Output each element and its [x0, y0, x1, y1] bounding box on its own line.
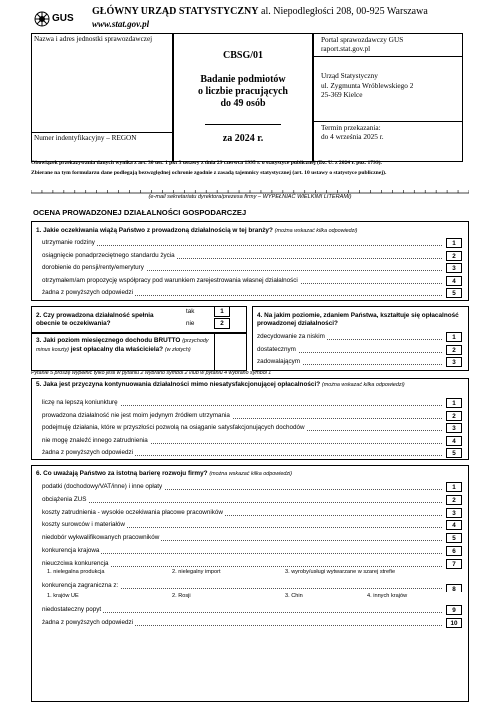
q6-option-checkbox[interactable]: 1: [446, 482, 462, 492]
q2-yes-label: tak: [186, 308, 195, 315]
q4-option-row: [257, 356, 462, 368]
name-field[interactable]: [32, 45, 172, 130]
form-year: za 2024 r.: [222, 133, 264, 144]
logo-text: GUS: [52, 13, 74, 24]
q6-sub7-item[interactable]: 2. nielegalny import: [172, 569, 221, 575]
q6-foreign-checkbox[interactable]: 8: [446, 584, 462, 592]
deadline-value: do 4 września 2025 r.: [321, 132, 384, 141]
q5-question: 5. Jaka jest przyczyna kontynuowania działalności mimo niesatysfakcjonującej opłacalności?: [36, 381, 321, 388]
q2-no-label: nie: [186, 320, 195, 327]
q6-option-b-row: [42, 604, 462, 616]
org-header: [92, 6, 428, 17]
title-rule: [205, 124, 281, 125]
leader-dots: [42, 237, 442, 246]
website: www.stat.gov.pl: [92, 19, 150, 29]
name-label: Nazwa i adres jednostki sprawozdawczej: [34, 35, 153, 43]
q6-option-row: [42, 481, 462, 493]
right-divider-2: [313, 121, 463, 122]
q6-option-b-row: [42, 617, 462, 629]
deadline: [321, 123, 384, 141]
title-line-1: Badanie podmiotów: [200, 74, 286, 85]
q3-income-input[interactable]: [214, 333, 247, 371]
q6-option-checkbox[interactable]: 7: [446, 559, 462, 569]
q1-option-checkbox[interactable]: 1: [446, 238, 462, 248]
q5-title: [36, 381, 461, 390]
q3-title: [36, 337, 216, 354]
q5-option-label: podejmuję działania, które w przyszłości pozwolą na osiąganie satysfakcjonujących dochodów: [42, 424, 305, 431]
q4-option-row: [257, 344, 462, 356]
office-line-3: 25-369 Kielce: [321, 90, 363, 99]
title-line-3: do 49 osób: [220, 98, 266, 109]
q5-option-row: [42, 435, 462, 447]
q6-sub7-item[interactable]: 1. nielegalna produkcja: [47, 569, 105, 575]
q1-option-row: [42, 262, 462, 274]
email-char-cells: [31, 185, 469, 194]
q6-option-label: koszty zatrudnienia - wysokie oczekiwania płacowe pracowników: [42, 508, 223, 516]
office-line-1: Urząd Statystyczny: [321, 71, 378, 80]
q3-question-rest: jest opłacalny dla właściciela?: [70, 345, 164, 353]
q1-option-row: [42, 275, 462, 287]
q6-option-row: [42, 507, 462, 519]
deadline-label: Termin przekazania:: [321, 123, 381, 132]
legal-basis: Obowiązek przekazywania danych wynika z art. 30 ust. 1 pkt 3 ustawy z dnia 29 czerwca 1995 r. o statystyce publicznej (Dz. U. z 2024 r. poz. 1799).: [31, 160, 382, 166]
q6-option-row: [42, 545, 462, 557]
q6-option-row: [42, 558, 462, 570]
q6-option-label: obciążenia ZUS: [42, 495, 87, 503]
q4-option-checkbox[interactable]: 1: [446, 332, 462, 342]
q6-option-label: nieuczciwa konkurencja: [42, 559, 109, 567]
q6-option-checkbox[interactable]: 6: [446, 546, 462, 556]
q5-option-checkbox[interactable]: 1: [446, 398, 462, 408]
q5-option-label: nie mogę znaleźć innego zatrudnienia: [42, 436, 148, 444]
q4-option-checkbox[interactable]: 2: [446, 345, 462, 355]
q1-note: (można wskazać kilka odpowiedzi): [274, 228, 358, 234]
q1-option-checkbox[interactable]: 5: [446, 288, 462, 298]
q4-option-label: dostatecznym: [257, 345, 296, 353]
q6-option-b-checkbox[interactable]: 10: [446, 618, 462, 628]
leader-dots: [42, 545, 442, 554]
q6-option-label: podatki (dochodowy/VAT/inne) i inne opłaty: [42, 483, 163, 490]
title-line-2: o liczbie pracujących: [198, 86, 288, 97]
email-field[interactable]: [31, 181, 469, 190]
org-name: GŁÓWNY URZĄD STATYSTYCZNY: [92, 6, 259, 17]
regon-label: Numer indentyfikacyjny – REGON: [34, 134, 137, 142]
q6-foreign-row: [42, 580, 462, 592]
q6-option-b-checkbox[interactable]: 9: [446, 605, 462, 615]
q1-title: [36, 227, 357, 236]
office-address: [321, 71, 413, 100]
q6-option-row: [42, 532, 462, 544]
q5-option-row: [42, 410, 462, 422]
q1-option-checkbox[interactable]: 2: [446, 251, 462, 261]
q3-note: (przychody minus koszty): [36, 338, 209, 353]
confidentiality-note: Zbierane na tym formularzu dane podlegają bezwzględnej ochronie zgodnie z zasadą tajemnicy statystycznej (art. 10 ustawy o statystyce publicznej).: [31, 170, 387, 176]
section-title: OCENA PROWADZONEJ DZIAŁALNOŚCI GOSPODARCZEJ: [33, 208, 247, 217]
q6-option-b-label: niedostateczny popyt: [42, 606, 102, 613]
q4-option-label: zadowalającym: [257, 358, 301, 365]
q6-sub7-item[interactable]: 3. wyroby/usługi wytwarzane w szarej strefie: [285, 569, 396, 575]
q1-question: 1. Jakie oczekiwania wiążą Państwo z prowadzoną działalnością w tej branży?: [36, 227, 273, 234]
right-divider-1: [313, 56, 463, 57]
regon-field[interactable]: [32, 144, 172, 161]
q5-option-label: prowadzona działalność nie jest moim jedynym źródłem utrzymania: [42, 411, 230, 419]
q5-option-row: [42, 422, 462, 434]
q6-sub8-item[interactable]: 4. innych krajów: [367, 593, 408, 599]
q1-option-checkbox[interactable]: 4: [446, 276, 462, 286]
q2-yes-option[interactable]: 1: [214, 306, 230, 317]
q5-option-checkbox[interactable]: 2: [446, 411, 462, 421]
q6-title: [36, 470, 292, 479]
q5-option-label: żadna z powyższych odpowiedzi: [42, 449, 134, 456]
email-caption: (e-mail sekretariatu dyrektora/prezesa firmy – WYPEŁNIAĆ WIELKIMI LITERAMI): [148, 194, 352, 200]
portal-line-2: raport.stat.gov.pl: [321, 44, 371, 53]
skip-note: Pytanie 5 proszę wypełnić tylko jeśli w pytaniu 2 wybrano symbol 2 i/lub w pytaniu 4 wybrano symbol 1: [31, 370, 272, 376]
q6-sub8-item[interactable]: 1. krajów UE: [47, 593, 79, 599]
q4-title: 4. Na jakim poziomie, zdaniem Państwa, kształtuje się opłacalność prowadzonej działalności?: [257, 312, 459, 327]
q6-option-checkbox[interactable]: 5: [446, 533, 462, 543]
q6-sub8-item[interactable]: 2. Rosji: [172, 593, 191, 599]
q5-note: (można wskazać kilka odpowiedzi): [321, 382, 405, 388]
q2-title: 2. Czy prowadzona działalność spełnia obecnie te oczekiwania?: [36, 312, 154, 327]
portal-line-1: Portal sprawozdawczy GUS: [321, 35, 404, 44]
q1-option-row: [42, 237, 462, 249]
gus-logo: [34, 8, 82, 30]
q6-option-checkbox[interactable]: 3: [446, 508, 462, 518]
q5-option-row: [42, 447, 462, 459]
form-code: CBSG/01: [222, 50, 263, 61]
q6-question: 6. Co uważają Państwo za istotną barierę rozwoju firmy?: [36, 470, 208, 477]
q6-option-checkbox[interactable]: 4: [446, 520, 462, 530]
q6-foreign-label: konkurencja zagraniczna z:: [42, 582, 119, 589]
q6-option-checkbox[interactable]: 2: [446, 495, 462, 505]
q6-option-label: niedobór wykwalifikowanych pracowników: [42, 534, 160, 542]
q6-note: (można wskazać kilka odpowiedzi): [209, 471, 293, 477]
q4-option-label: zdecydowanie za niskim: [257, 333, 325, 340]
q6-option-b-label: żadna z powyższych odpowiedzi: [42, 618, 134, 626]
q3-unit: (w złotych): [164, 346, 191, 353]
q5-option-checkbox[interactable]: 4: [446, 436, 462, 446]
q1-option-checkbox[interactable]: 3: [446, 263, 462, 273]
portal-info: [321, 35, 403, 53]
q6-option-row: [42, 494, 462, 506]
q2-no-option[interactable]: 2: [214, 318, 230, 329]
q3-question: 3. Jaki poziom miesięcznego dochodu BRUTTO: [36, 337, 181, 344]
office-line-2: ul. Zygmunta Wróblewskiego 2: [321, 80, 414, 90]
q1-option-label: dorobienie do pensji/renty/emerytury: [42, 264, 144, 271]
q1-option-label: osiągnięcie ponadprzeciętnego standardu życia: [42, 251, 175, 259]
q6-option-label: koszty surowców i materiałów: [42, 521, 125, 529]
q1-option-row: [42, 287, 462, 299]
q1-option-label: otrzymałem/am propozycję współpracy pod warunkiem zarejestrowania własnej działalności: [42, 276, 298, 284]
q5-option-checkbox[interactable]: 5: [446, 448, 462, 458]
q6-option-row: [42, 519, 462, 531]
q1-option-label: utrzymanie rodziny: [42, 239, 95, 246]
q4-option-checkbox[interactable]: 3: [446, 357, 462, 367]
leader-dots: [42, 494, 442, 503]
org-address: al. Niepodległości 208, 00-925 Warszawa: [261, 6, 428, 17]
left-divider: [31, 132, 173, 133]
q5-option-row: [42, 397, 462, 409]
q6-option-label: konkurencja krajowa: [42, 547, 100, 554]
q6-sub8-item[interactable]: 3. Chin: [285, 593, 303, 599]
form-title: [173, 74, 313, 110]
q5-option-checkbox[interactable]: 3: [446, 423, 462, 433]
q1-option-label: żadna z powyższych odpowiedzi: [42, 289, 134, 296]
q4-option-row: [257, 331, 462, 343]
q5-option-label: liczę na lepszą koniunkturę: [42, 399, 118, 406]
q1-option-row: [42, 250, 462, 262]
